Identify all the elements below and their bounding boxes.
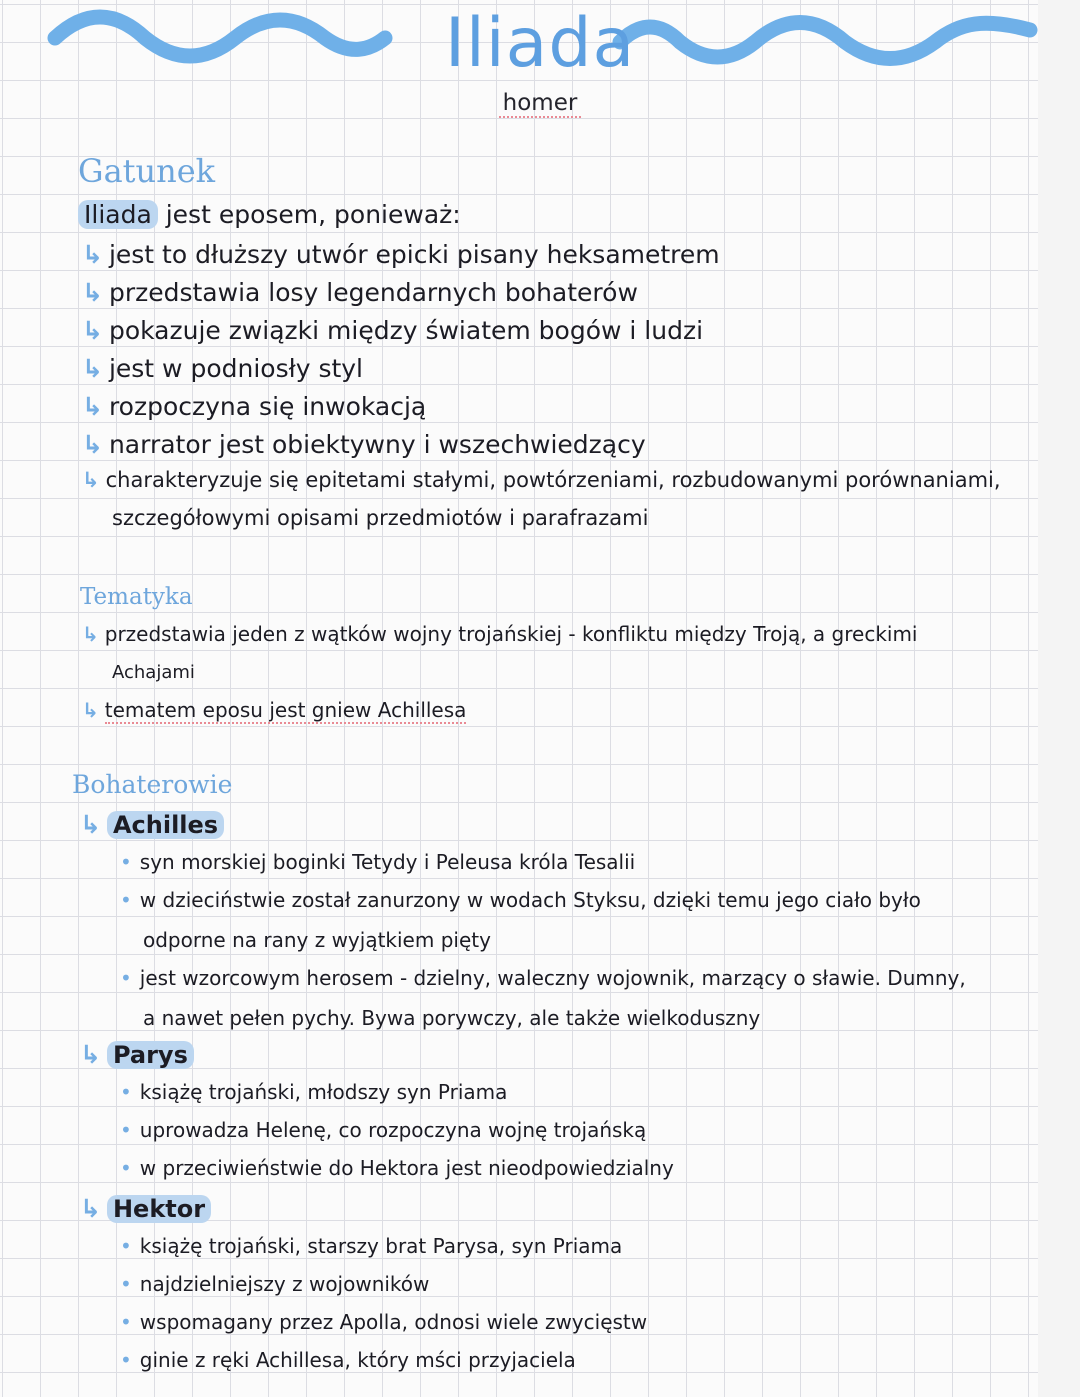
hero-bullet: • wspomagany przez Apolla, odnosi wiele zwycięstw bbox=[120, 1310, 648, 1334]
hero-bullet: • książę trojański, starszy brat Parysa, syn Priama bbox=[120, 1234, 623, 1258]
return-arrow-icon: ↳ bbox=[82, 430, 103, 459]
list-item: ↳ pokazuje związki między światem bogów i ludzi bbox=[82, 316, 704, 345]
list-item-continuation: szczegółowymi opisami przedmiotów i parafrazami bbox=[112, 506, 649, 530]
hero-bullet: • syn morskiej boginki Tetydy i Peleusa króla Tesalii bbox=[120, 850, 636, 874]
hero-achilles: ↳ Achilles bbox=[80, 810, 224, 839]
lead-highlight: Iliada bbox=[78, 200, 158, 229]
page-edge bbox=[1038, 0, 1080, 1397]
list-item: ↳ tematem eposu jest gniew Achillesa bbox=[82, 698, 467, 722]
hero-bullet: • jest wzorcowym herosem - dzielny, waleczny wojownik, marzący o sławie. Dumny, bbox=[120, 966, 966, 990]
hero-bullet-continuation: a nawet pełen pychy. Bywa porywczy, ale także wielkoduszny bbox=[143, 1006, 761, 1030]
heading-gatunek: Gatunek bbox=[78, 152, 216, 190]
hero-bullet: • uprowadza Helenę, co rozpoczyna wojnę trojańską bbox=[120, 1118, 647, 1142]
hero-bullet: • w dzieciństwie został zanurzony w wodach Styksu, dzięki temu jego ciało było bbox=[120, 888, 921, 912]
list-item: ↳ przedstawia jeden z wątków wojny trojańskiej - konfliktu między Troją, a greckimi bbox=[82, 622, 918, 646]
bullet-icon: • bbox=[120, 1118, 132, 1142]
heading-bohaterowie: Bohaterowie bbox=[72, 770, 233, 799]
bullet-icon: • bbox=[120, 1348, 132, 1372]
list-item: ↳ charakteryzuje się epitetami stałymi, powtórzeniami, rozbudowanymi porównaniami, bbox=[82, 468, 1001, 492]
page-title: Iliada bbox=[444, 4, 636, 83]
heading-tematyka: Tematyka bbox=[80, 584, 193, 610]
author bbox=[0, 90, 1080, 116]
list-item-continuation: Achajami bbox=[112, 662, 195, 683]
return-arrow-icon: ↳ bbox=[80, 1040, 101, 1069]
bullet-icon: • bbox=[120, 1156, 132, 1180]
list-item: ↳ narrator jest obiektywny i wszechwiedzący bbox=[82, 430, 646, 459]
list-item: ↳ rozpoczyna się inwokacją bbox=[82, 392, 427, 421]
return-arrow-icon: ↳ bbox=[82, 698, 99, 722]
return-arrow-icon: ↳ bbox=[82, 622, 99, 646]
hero-hektor: ↳ Hektor bbox=[80, 1194, 211, 1223]
hero-bullet: • najdzielniejszy z wojowników bbox=[120, 1272, 430, 1296]
return-arrow-icon: ↳ bbox=[82, 354, 103, 383]
return-arrow-icon: ↳ bbox=[80, 810, 101, 839]
return-arrow-icon: ↳ bbox=[80, 1194, 101, 1223]
hero-bullet: • książę trojański, młodszy syn Priama bbox=[120, 1080, 508, 1104]
bullet-icon: • bbox=[120, 1234, 132, 1258]
return-arrow-icon: ↳ bbox=[82, 278, 103, 307]
return-arrow-icon: ↳ bbox=[82, 392, 103, 421]
list-item: ↳ jest w podniosły styl bbox=[82, 354, 364, 383]
author-text: homer bbox=[499, 90, 582, 118]
bullet-icon: • bbox=[120, 1272, 132, 1296]
hero-bullet: • w przeciwieństwie do Hektora jest nieodpowiedzialny bbox=[120, 1156, 674, 1180]
gatunek-lead bbox=[78, 200, 461, 229]
bullet-icon: • bbox=[120, 850, 132, 874]
bullet-icon: • bbox=[120, 1310, 132, 1334]
return-arrow-icon: ↳ bbox=[82, 316, 103, 345]
hero-bullet: • ginie z ręki Achillesa, który mści przyjaciela bbox=[120, 1348, 576, 1372]
list-item: ↳ jest to dłuższy utwór epicki pisany heksametrem bbox=[82, 240, 720, 269]
hero-bullet-continuation: odporne na rany z wyjątkiem pięty bbox=[143, 928, 491, 952]
return-arrow-icon: ↳ bbox=[82, 240, 103, 269]
return-arrow-icon: ↳ bbox=[82, 468, 100, 492]
bullet-icon: • bbox=[120, 888, 132, 912]
lead-rest: jest eposem, ponieważ: bbox=[165, 200, 461, 229]
bullet-icon: • bbox=[120, 1080, 132, 1104]
list-item: ↳ przedstawia losy legendarnych bohaterów bbox=[82, 278, 638, 307]
hero-parys: ↳ Parys bbox=[80, 1040, 194, 1069]
bullet-icon: • bbox=[120, 966, 132, 990]
